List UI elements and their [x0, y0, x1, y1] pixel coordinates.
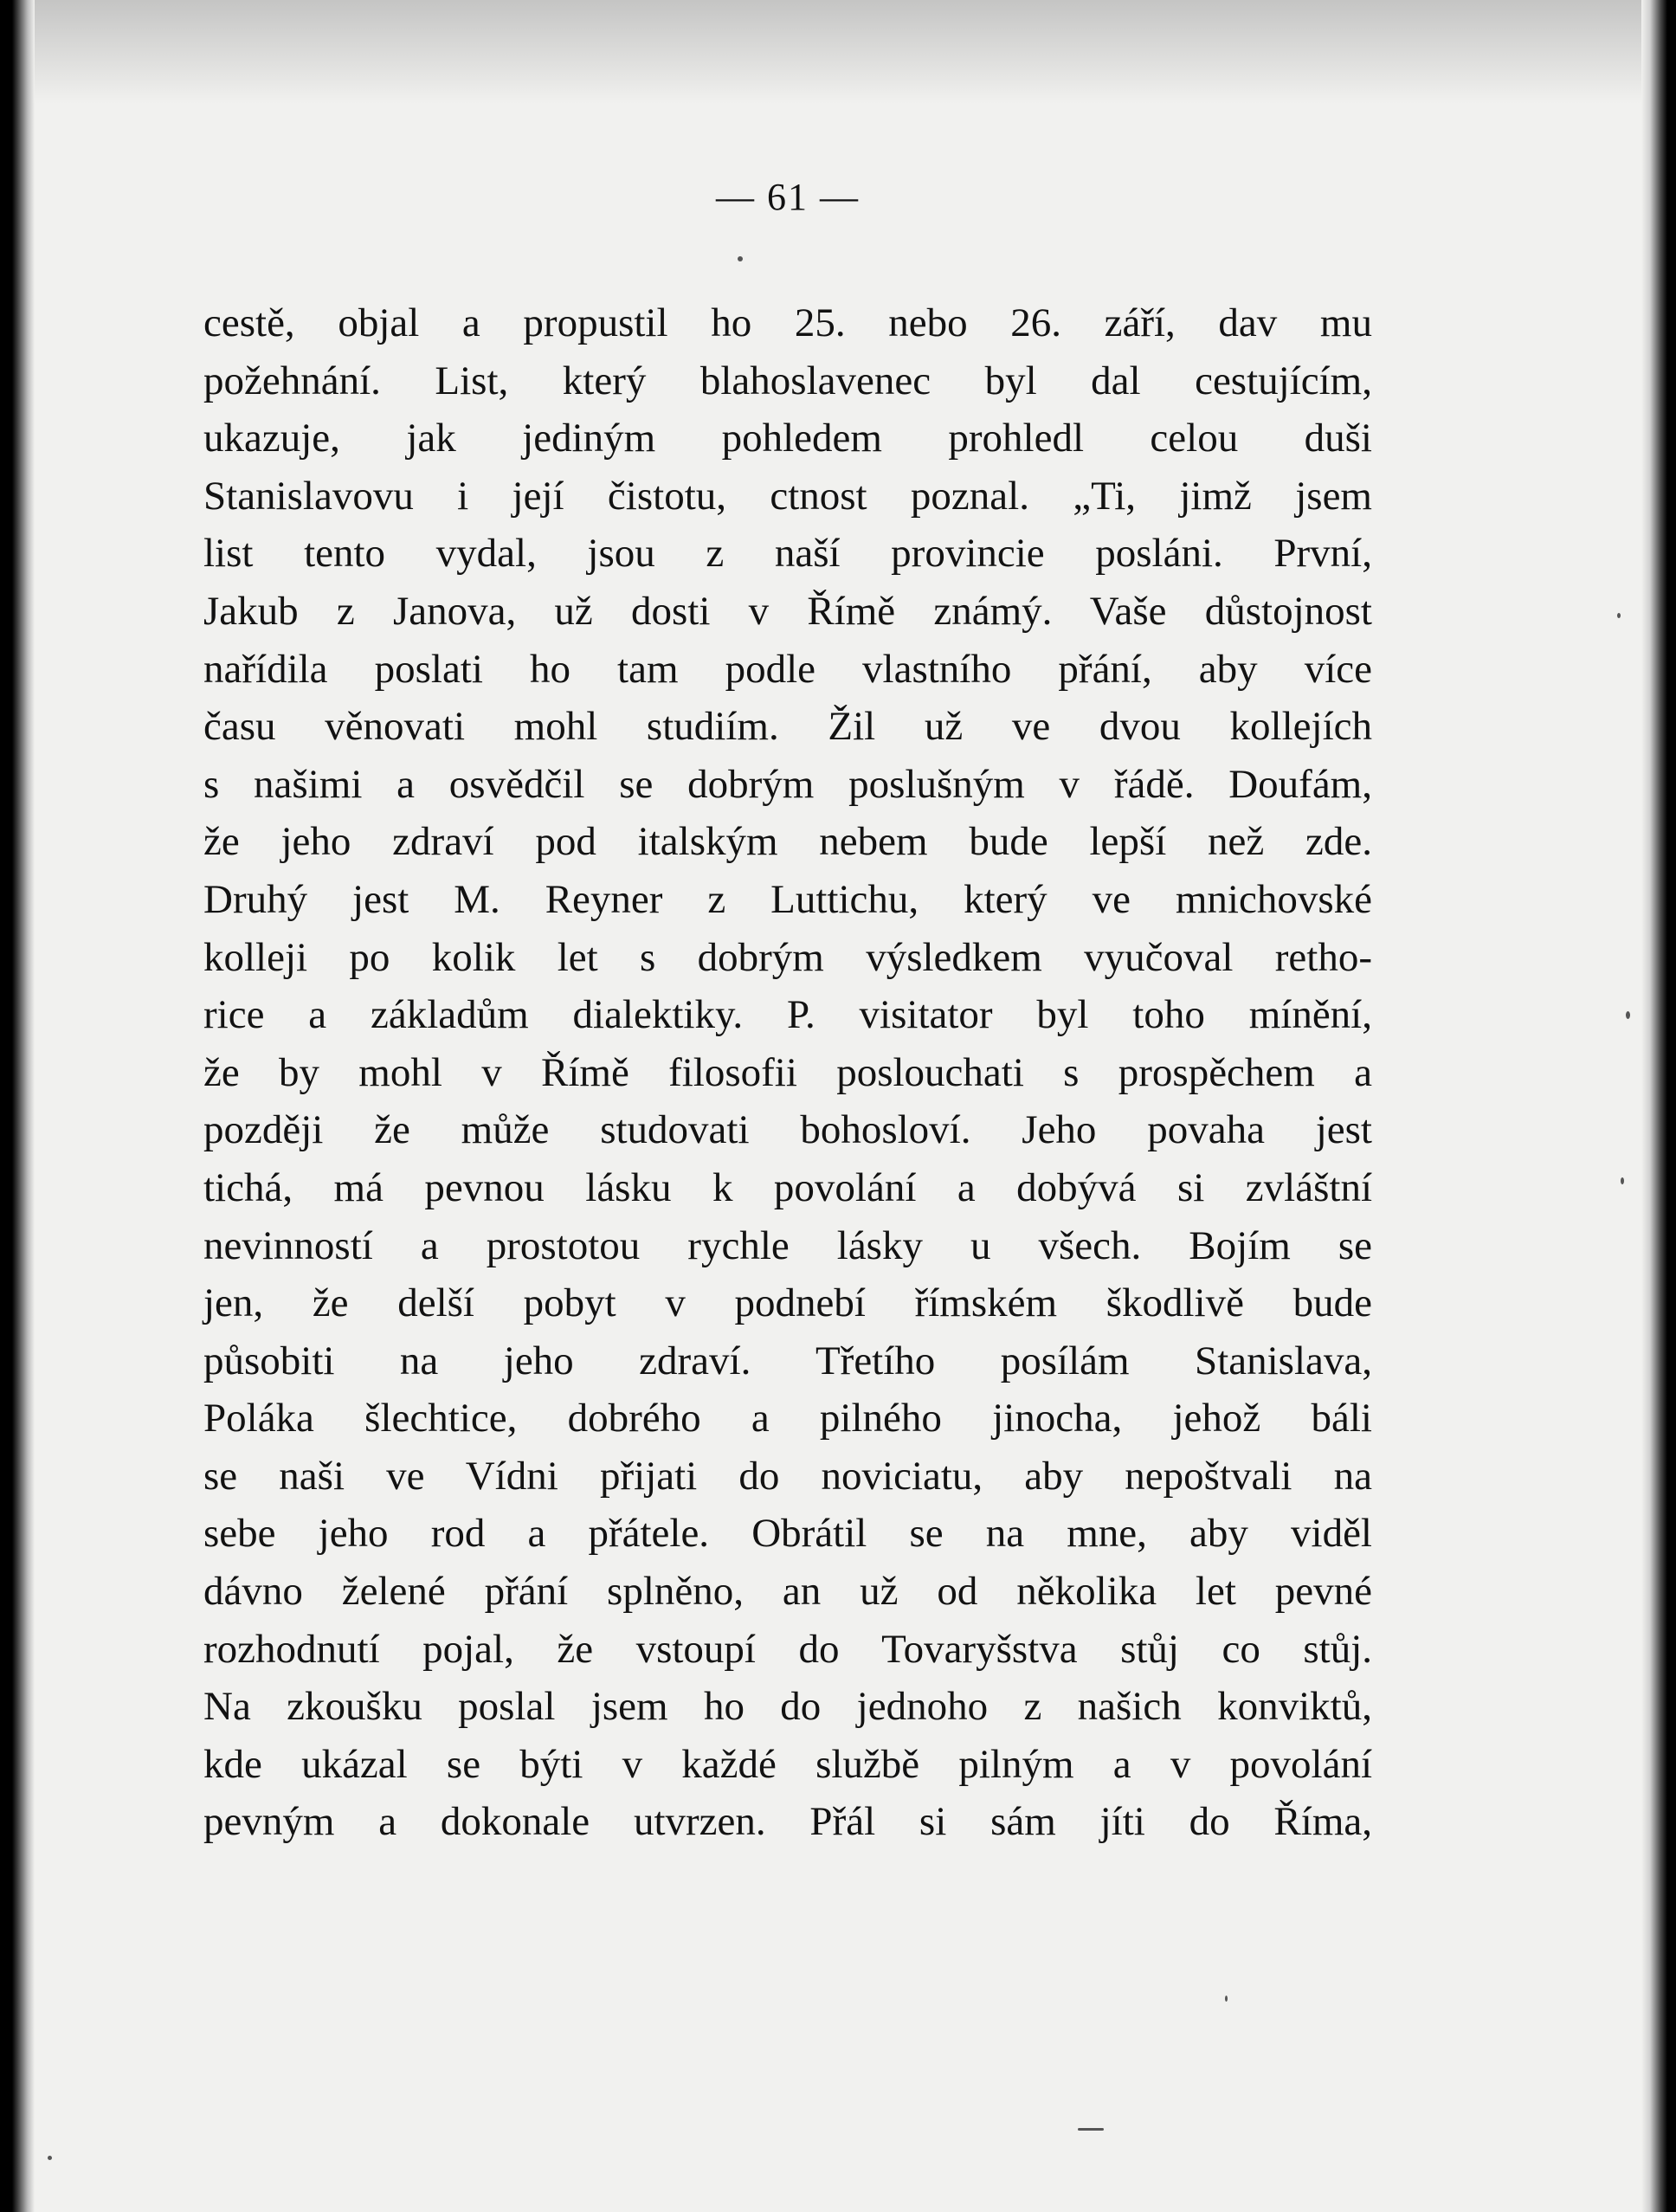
- paper-speck: [1225, 1996, 1228, 2002]
- paper-speck: [1617, 613, 1621, 618]
- text-line: s našimi a osvědčil se dobrým poslušným v řádě. Doufám,: [203, 761, 1372, 807]
- text-line: Jakub z Janova, už dosti v Římě známý. Vaše důstojnost: [203, 588, 1372, 634]
- text-line: kolleji po kolik let s dobrým výsledkem vyučoval retho-: [203, 934, 1372, 980]
- text-line: list tento vydal, jsou z naší provincie posláni. První,: [203, 531, 1372, 577]
- left-binding-edge: [0, 0, 35, 2212]
- text-line: se naši ve Vídni přijati do noviciatu, aby nepoštvali na: [203, 1453, 1372, 1499]
- text-line: požehnání. List, který blahoslavenec byl dal cestujícím,: [203, 358, 1372, 403]
- text-line: Na zkoušku poslal jsem ho do jednoho z našich konviktů,: [203, 1684, 1372, 1730]
- text-line: rozhodnutí pojal, že vstoupí do Tovaryšstva stůj co stůj.: [203, 1626, 1372, 1672]
- text-line: rice a základům dialektiky. P. visitator byl toho mínění,: [203, 992, 1372, 1038]
- text-line: nevinností a prostotou rychle lásky u všech. Bojím se: [203, 1222, 1372, 1268]
- text-line: pevným a dokonale utvrzen. Přál si sám jíti do Říma,: [203, 1799, 1372, 1845]
- text-line: jen, že delší pobyt v podnebí římském škodlivě bude: [203, 1280, 1372, 1326]
- text-line: Stanislavovu i její čistotu, ctnost poznal. „Ti, jimž jsem: [203, 473, 1372, 519]
- text-line: nařídila poslati ho tam podle vlastního přání, aby více: [203, 646, 1372, 692]
- paper-speck: [738, 256, 743, 261]
- text-line: sebe jeho rod a přátele. Obrátil se na mne, aby viděl: [203, 1511, 1372, 1557]
- text-line: že by mohl v Římě filosofii poslouchati s prospěchem a: [203, 1049, 1372, 1095]
- text-line: kde ukázal se býti v každé službě pilným a v povolání: [203, 1741, 1372, 1787]
- text-line: dávno želené přání splněno, an už od několika let pevné: [203, 1569, 1372, 1615]
- text-line: později že může studovati bohosloví. Jeho povaha jest: [203, 1107, 1372, 1153]
- text-line: cestě, objal a propustil ho 25. nebo 26. září, dav mu: [203, 300, 1372, 345]
- body-text: [203, 294, 1372, 1851]
- paper-speck: [1626, 1011, 1630, 1019]
- top-shadow: [0, 0, 1676, 104]
- right-page-edge: [1641, 0, 1676, 2212]
- text-line: času věnovati mohl studiím. Žil už ve dvou kollejích: [203, 704, 1372, 750]
- text-line: Druhý jest M. Reyner z Luttichu, který ve mnichovské: [203, 876, 1372, 922]
- text-line: ukazuje, jak jediným pohledem prohledl celou duši: [203, 416, 1372, 461]
- page-number: — 61 —: [716, 176, 860, 218]
- text-line: tichá, má pevnou lásku k povolání a dobývá si zvláštní: [203, 1164, 1372, 1210]
- paper-speck: [1621, 1177, 1624, 1184]
- text-line: působiti na jeho zdraví. Třetího posílám Stanislava,: [203, 1338, 1372, 1383]
- paper-speck: [48, 2156, 52, 2160]
- text-line: Poláka šlechtice, dobrého a pilného jinocha, jehož báli: [203, 1396, 1372, 1441]
- paper-speck: [1078, 2128, 1104, 2131]
- text-line: že jeho zdraví pod italským nebem bude lepší než zde.: [203, 819, 1372, 865]
